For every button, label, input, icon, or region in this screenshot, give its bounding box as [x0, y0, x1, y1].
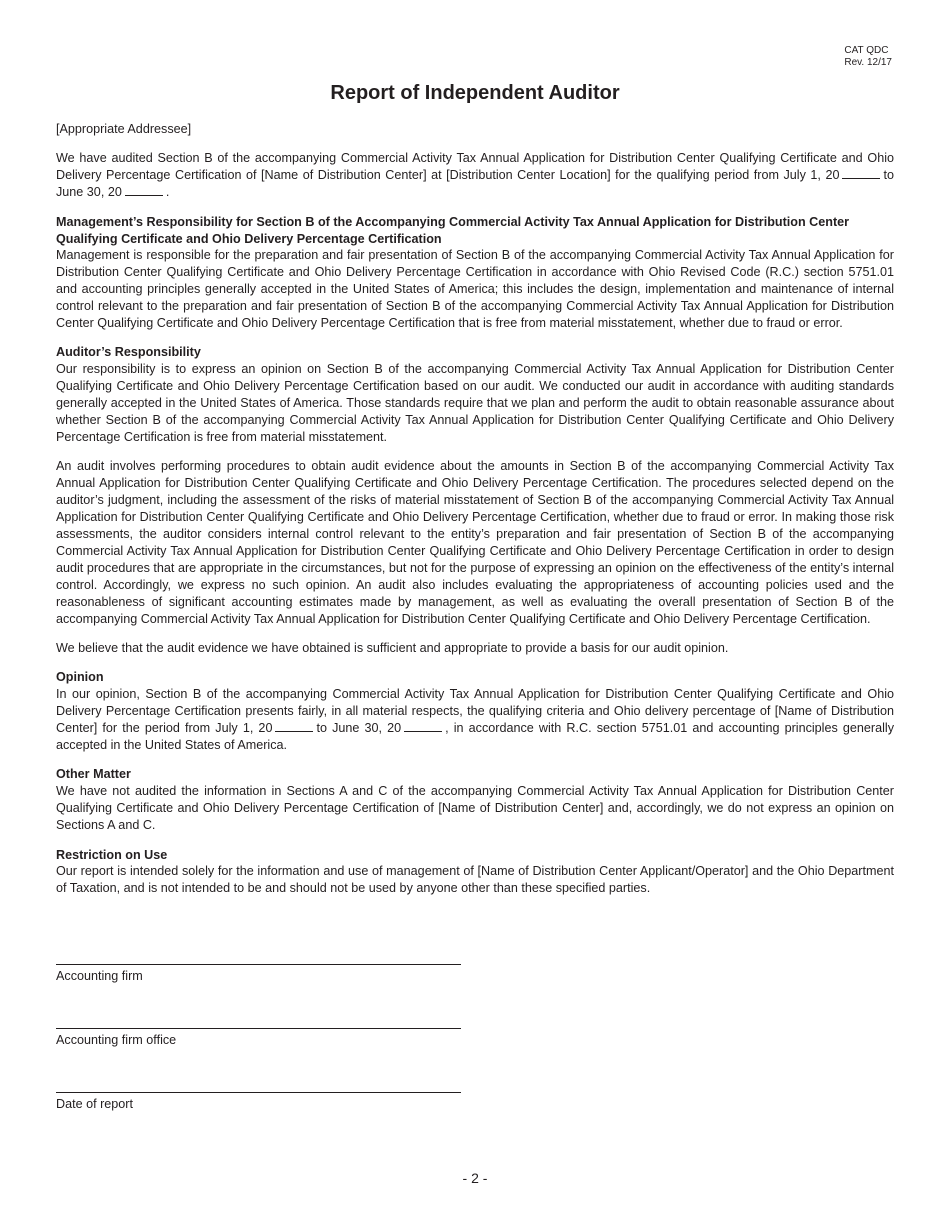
page-number: - 2 - [462, 1170, 488, 1186]
auditor-heading: Auditor’s Responsibility [56, 345, 201, 360]
auditor-section [56, 344, 894, 445]
signature-line [56, 1028, 461, 1029]
other-matter-heading: Other Matter [56, 767, 131, 782]
restriction-body: Our report is intended solely for the information and use of management of [Name of Distribution Center Applicant/Operator] and the Ohio Department of Taxation, and is not intended to be and should not be used by anyone other than these specified parties. [56, 864, 894, 896]
intro-text-c: . [165, 185, 170, 200]
restriction-section [56, 847, 894, 898]
accounting-firm-office-signature[interactable] [56, 1028, 461, 1047]
page-title: Report of Independent Auditor [330, 82, 620, 104]
belief-paragraph: We believe that the audit evidence we have obtained is sufficient and appropriate to provide a basis for our audit opinion. [56, 640, 729, 655]
report-body [56, 121, 894, 910]
form-revision: Rev. 12/17 [844, 57, 892, 68]
opinion-end-year-blank[interactable] [404, 720, 442, 732]
intro-text-b: to June 30, 20 [56, 168, 894, 200]
date-of-report-signature[interactable] [56, 1092, 461, 1111]
accounting-firm-office-label: Accounting firm office [56, 1033, 177, 1047]
management-section [56, 214, 894, 332]
accounting-firm-label: Accounting firm [56, 969, 143, 983]
opinion-section [56, 669, 894, 754]
audit-involves-paragraph: An audit involves performing procedures to obtain audit evidence about the amounts in Section B of the accompanying Commercial Activity Tax Annual Application for Distribution Center Qualifying Certificate and Ohio Delivery Percentage Certification. The procedures selected depend on the auditor’s judgment, including the assessment of the risks of material misstatement of Section B of the accompanying Commercial Activity Tax Annual Application for Distribution Center Qualifying Certificate and Ohio Delivery Percentage Certification, whether due to fraud or error. In making those risk assessments, the auditor considers internal control relevant to the entity’s preparation and fair presentation of Section B of the accompanying Commercial Activity Tax Annual Application for Distribution Center Qualifying Certificate and Ohio Delivery Percentage Certification in order to design audit procedures that are appropriate in the circumstances, but not for the purpose of expressing an opinion on the effectiveness of the entity’s internal control. Accordingly, we express no such opinion. An audit also includes evaluating the appropriateness of accounting policies used and the reasonableness of significant accounting estimates made by management, as well as evaluating the overall presentation of Section B of the accompanying Commercial Activity Tax Annual Application for Distribution Center Qualifying Certificate and Ohio Delivery Percentage Certification. [56, 459, 894, 626]
intro-text-a: We have audited Section B of the accompanying Commercial Activity Tax Annual Application for Distribution Center Qualifying Certificate and Ohio Delivery Percentage Certification of [Name of Distribution Center] at [Distribution Center Location] for the qualifying period from July 1, 20 [56, 151, 894, 183]
opinion-text-b: to June 30, 20 [316, 721, 402, 736]
opinion-start-year-blank[interactable] [275, 720, 313, 732]
other-matter-body: We have not audited the information in Sections A and C of the accompanying Commercial Activity Tax Annual Application for Distribution Center Qualifying Certificate and Ohio Delivery Percentage Certification of [Name of Distribution Center] and, accordingly, we do not express an opinion on Sections A and C. [56, 784, 894, 833]
form-identifier [844, 45, 892, 69]
signature-line [56, 1092, 461, 1093]
opinion-heading: Opinion [56, 670, 104, 685]
start-year-blank[interactable] [842, 167, 880, 179]
intro-paragraph [56, 150, 894, 201]
form-code: CAT QDC [844, 45, 889, 56]
management-body: Management is responsible for the preparation and fair presentation of Section B of the accompanying Commercial Activity Tax Annual Application for Distribution Center Qualifying Certificate and Ohio Delivery Percentage Certification in accordance with Ohio Revised Code (R.C.) section 5751.01 and accounting principles generally accepted in the United States of America; this includes the design, implementation and maintenance of internal control relevant to the preparation and fair presentation of Section B of the accompanying Commercial Activity Tax Annual Application for Distribution Center Qualifying Certificate and Ohio Delivery Percentage Certification that is free from material misstatement, whether due to fraud or error. [56, 248, 894, 331]
signature-line [56, 964, 461, 965]
other-matter-section [56, 766, 894, 834]
opinion-text-c: , in accordance with R.C. section 5751.01 and accounting principles generally accepted in the United States of America. [56, 721, 894, 752]
restriction-heading: Restriction on Use [56, 847, 168, 862]
end-year-blank[interactable] [125, 184, 163, 196]
management-heading: Management’s Responsibility for Section B of the Accompanying Commercial Activity Tax Annual Application for Distribution Center Qualifying Certificate and Ohio Delivery Percentage Certification [56, 214, 850, 246]
accounting-firm-signature[interactable] [56, 964, 461, 983]
auditor-body: Our responsibility is to express an opinion on Section B of the accompanying Commercial Activity Tax Annual Application for Distribution Center Qualifying Certificate and Ohio Delivery Percentage Certification based on our audit. We conducted our audit in accordance with auditing standards generally accepted in the United States of America. Those standards require that we plan and perform the audit to obtain reasonable assurance about whether Section B of the accompanying Commercial Activity Tax Annual Application for Distribution Center Qualifying Certificate and Ohio Delivery Percentage Certification is free from material misstatement. [56, 362, 894, 444]
opinion-text-a: In our opinion, Section B of the accompanying Commercial Activity Tax Annual Application for Distribution Center Qualifying Certificate and Ohio Delivery Percentage Certification presents fairly, in all material respects, the qualifying criteria and Ohio delivery percentage of [Name of Distribution Center] for the period from July 1, 20 [56, 687, 894, 736]
addressee: [Appropriate Addressee] [56, 122, 192, 136]
date-of-report-label: Date of report [56, 1097, 134, 1111]
